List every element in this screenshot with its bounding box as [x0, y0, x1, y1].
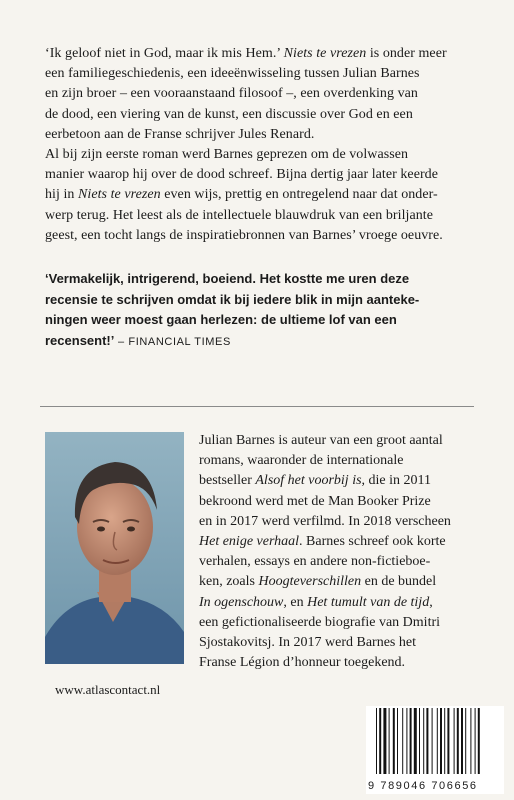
barcode-bar	[454, 708, 455, 774]
blurb-paragraph-2: Al bij zijn eerste roman werd Barnes geprezen om de volwassen manier waarop hij over de dood schreef. Bijna dertig jaar later keerde hij in Niets te vrezen even wijs, prettig en ontregelend naar dat onder- werp terug. Het leest als de intellectuele blauwdruk van een briljante geest, een tocht langs de inspiratiebronnen van Barnes’ vroege oeuvre.	[45, 147, 443, 243]
barcode-bar	[447, 708, 449, 774]
barcode-bar	[383, 708, 386, 774]
author-photo	[45, 432, 184, 664]
barcode-bar	[478, 708, 480, 774]
book-title: Het enige verhaal	[199, 534, 300, 550]
barcode-bar	[406, 708, 407, 774]
barcode-bars	[366, 706, 504, 776]
barcode-bar	[457, 708, 459, 774]
author-portrait-illustration	[45, 432, 184, 664]
barcode-bar	[465, 708, 466, 774]
isbn-number: 9 789046 706656	[368, 780, 478, 792]
barcode-bar	[423, 708, 424, 774]
book-title: In ogenschouw	[199, 594, 284, 610]
barcode-bar	[432, 708, 433, 774]
publisher-website: www.atlascontact.nl	[55, 682, 161, 697]
barcode-bar	[426, 708, 428, 774]
blurb-paragraph-1: ‘Ik geloof niet in God, maar ik mis Hem.’ Niets te vrezen is onder meer een familiegeschiedenis, een ideeënwisseling tussen Julian Barnes en zijn broer – een vooraanstaand filosoof –, een overdenking van de dood, een viering van de kunst, een discussie over God en een eerbetoon aan de Franse schrijver Jules Renard.	[45, 46, 447, 142]
isbn-barcode	[366, 706, 504, 794]
book-title: Het tumult van de tijd	[307, 594, 430, 610]
barcode-bar	[397, 708, 398, 774]
quote-source: – FINANCIAL TIMES	[114, 335, 231, 348]
barcode-bar	[414, 708, 417, 774]
barcode-bar	[389, 708, 390, 774]
barcode-bar	[379, 708, 381, 774]
barcode-bar	[393, 708, 395, 774]
barcode-bar	[410, 708, 412, 774]
book-title: Hoogteverschillen	[258, 574, 362, 590]
barcode-bar	[461, 708, 463, 774]
book-title: Niets te vrezen	[283, 46, 367, 61]
barcode-bar	[470, 708, 471, 774]
book-title: Alsof het voorbij is	[255, 473, 362, 489]
barcode-bar	[376, 708, 377, 774]
book-title: Niets te vrezen	[78, 187, 161, 203]
back-cover-blurb	[45, 44, 477, 246]
barcode-bar	[437, 708, 438, 774]
barcode-bar	[402, 708, 403, 774]
barcode-bar	[475, 708, 476, 774]
review-quote: ‘Vermakelijk, intrigerend, boeiend. Het kostte me uren deze recensie te schrijven omdat ik bij iedere blik in mijn aanteke- ningen weer moest gaan herlezen: de ultieme lof van een recensent!’ – FINANCIAL TIMES	[45, 271, 420, 348]
barcode-bar	[419, 708, 420, 774]
barcode-bar	[444, 708, 445, 774]
barcode-bar	[440, 708, 442, 774]
divider-line	[40, 406, 474, 407]
author-bio: Julian Barnes is auteur van een groot aantal romans, waaronder de internationale bestseller Alsof het voorbij is, die in 2011 bekroond werd met de Man Booker Prize en in 2017 werd verfilmd. In 2018 verscheen Het enige verhaal. Barnes schreef ook korte verhalen, essays en andere non-fictieboe- ken, zoals Hoogteverschillen en de bundel In ogenschouw, en Het tumult van de tijd, een gefictionaliseerde biografie van Dmitri Sjostakovitsj. In 2017 werd Barnes het Franse Légion d’honneur toegekend.	[199, 433, 451, 671]
